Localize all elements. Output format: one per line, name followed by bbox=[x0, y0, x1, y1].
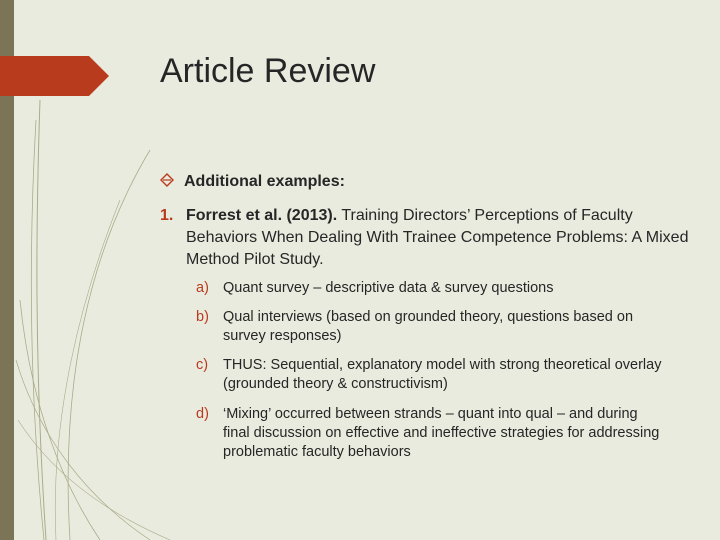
subitem-text: THUS: Sequential, explanatory model with strong theoretical overlay (grounded theory & constructivism) bbox=[223, 357, 662, 392]
subitem-label: c) bbox=[196, 357, 209, 373]
subitem-b bbox=[196, 308, 666, 346]
bullet-text: Additional examples: bbox=[184, 173, 345, 190]
subitem-d bbox=[196, 405, 666, 462]
subitem-label: d) bbox=[196, 406, 209, 422]
article-citation: Forrest et al. (2013). bbox=[186, 207, 338, 224]
list-number: 1. bbox=[160, 207, 174, 224]
title-accent-tab bbox=[0, 56, 109, 96]
subitem-c bbox=[196, 356, 666, 394]
subitem-text: Quant survey – descriptive data & survey questions bbox=[223, 280, 554, 296]
list-item-1 bbox=[160, 205, 690, 271]
subitem-text: Qual interviews (based on grounded theory, questions based on survey responses) bbox=[223, 309, 634, 344]
bullet-additional-examples bbox=[160, 173, 680, 191]
subitem-label: b) bbox=[196, 309, 209, 325]
subitem-a bbox=[196, 279, 666, 298]
subitem-label: a) bbox=[196, 280, 209, 296]
diamond-outline-icon bbox=[160, 173, 174, 187]
subitem-text: ‘Mixing’ occurred between strands – quant into qual – and during final discussion on effective and ineffective strategies for addressing problematic faculty behaviors bbox=[223, 406, 660, 460]
slide-title: Article Review bbox=[160, 52, 376, 90]
article-title: Training Directors’ Perceptions of Faculty Behaviors When Dealing With Trainee Competence Problems: A Mixed Method Pilot Study. bbox=[186, 207, 689, 268]
